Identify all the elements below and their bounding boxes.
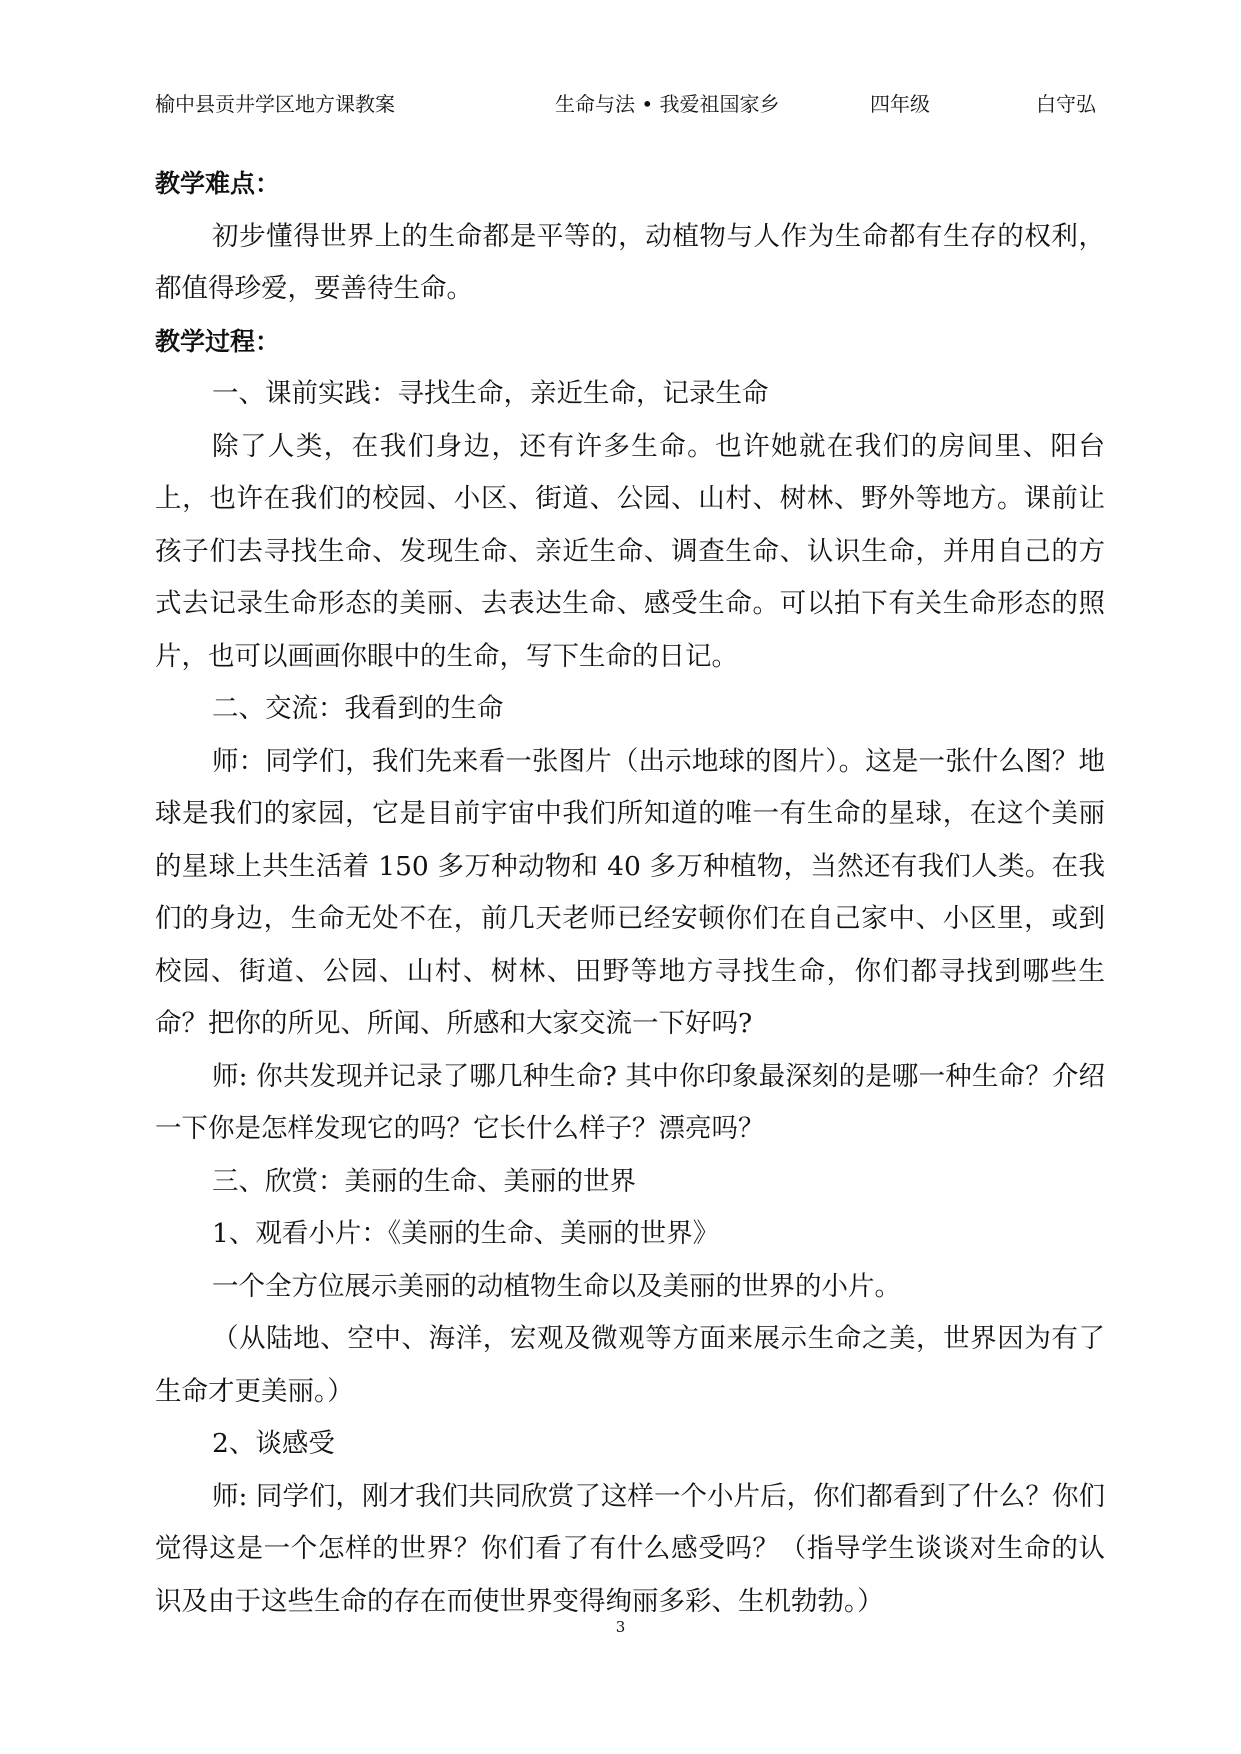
section1-paragraph: 除了人类，在我们身边，还有许多生命。也许她就在我们的房间里、阳台上，也许在我们的校园、小区、街道、公园、山村、树林、野外等地方。课前让孩子们去寻找生命、发现生命、亲近生命、调查生命、认识生命，并用自己的方式去记录生命形态的美丽、去表达生命、感受生命。可以拍下有关生命形态的照片，也可以画画你眼中的生命，写下生命的日记。 bbox=[155, 430, 1105, 672]
header-author: 白守弘 bbox=[1036, 92, 1096, 116]
section2-paragraph-1: 师：同学们，我们先来看一张图片（出示地球的图片）。这是一张什么图？地球是我们的家园，它是目前宇宙中我们所知道的唯一有生命的星球，在这个美丽的星球上共生活着 150 多万种动物和 40 多万种植物，当然还有我们人类。在我们的身边，生命无处不在，前几天老师已经安顿你们在自己家中、小区里，或到校园、街道、公园、山村、树林、田野等地方寻找生命，你们都寻找到哪些生命？把你的所见、所闻、所感和大家交流一下好吗? bbox=[155, 745, 1105, 1039]
difficulty-paragraph: 初步懂得世界上的生命都是平等的，动植物与人作为生命都有生存的权利，都值得珍爱，要善待生命。 bbox=[155, 220, 1105, 304]
subsection1-title: 1、观看小片：《美丽的生命、美丽的世界》 bbox=[212, 1218, 720, 1249]
header-course: 生命与法 • 我爱祖国家乡 bbox=[555, 92, 780, 116]
subsection2-paragraph: 师: 同学们，刚才我们共同欣赏了这样一个小片后，你们都看到了什么？你们觉得这是一个怎样的世界？你们看了有什么感受吗？（指导学生谈谈对生命的认识及由于这些生命的存在而使世界变得绚丽多彩、生机勃勃。） bbox=[155, 1480, 1105, 1617]
section3-title: 三、欣赏：美丽的生命、美丽的世界 bbox=[212, 1165, 636, 1197]
section1-title: 一、课前实践：寻找生命，亲近生命，记录生命 bbox=[212, 378, 769, 409]
section2-title: 二、交流：我看到的生命 bbox=[212, 693, 504, 724]
process-heading: 教学过程： bbox=[155, 326, 281, 356]
document-body bbox=[155, 158, 1105, 1628]
header-school: 榆中县贡井学区地方课教案 bbox=[155, 92, 395, 116]
subsection1-paragraph-1: 一个全方位展示美丽的动植物生命以及美丽的世界的小片。 bbox=[212, 1270, 901, 1302]
section2-paragraph-2: 师: 你共发现并记录了哪几种生命? 其中你印象最深刻的是哪一种生命？介绍一下你是怎样发现它的吗？它长什么样子？漂亮吗？ bbox=[155, 1060, 1105, 1144]
subsection2-title: 2、谈感受 bbox=[212, 1428, 335, 1459]
header-grade: 四年级 bbox=[870, 92, 930, 116]
page-header bbox=[0, 88, 1241, 118]
page-number: 3 bbox=[615, 1618, 626, 1636]
subsection1-paragraph-2: （从陆地、空中、海洋，宏观及微观等方面来展示生命之美，世界因为有了生命才更美丽。） bbox=[155, 1323, 1105, 1407]
difficulty-heading: 教学难点： bbox=[155, 169, 281, 198]
